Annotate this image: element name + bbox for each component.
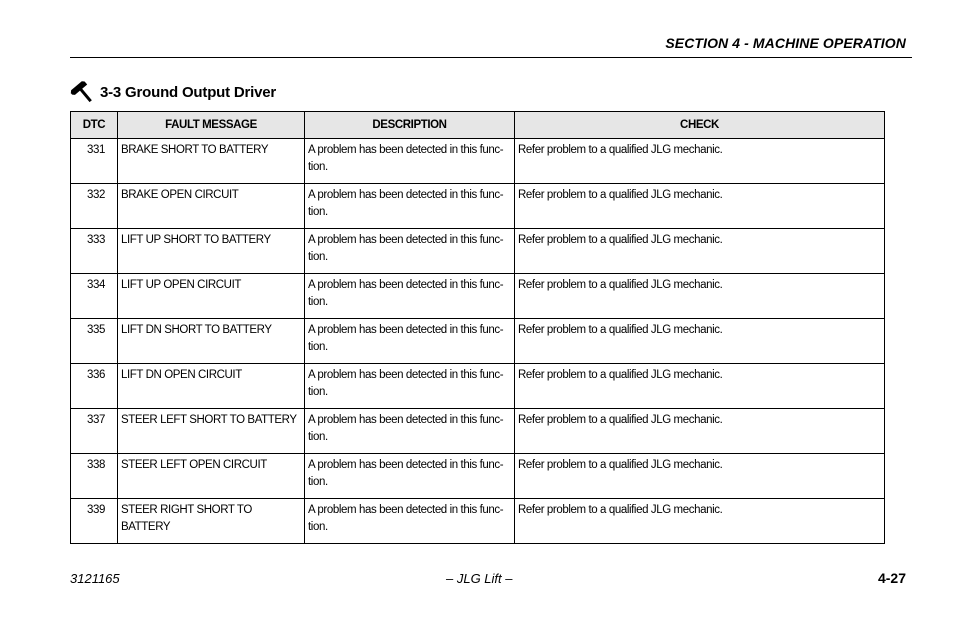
header-divider xyxy=(70,57,912,58)
column-header-description: DESCRIPTION xyxy=(305,112,515,139)
hammer-icon xyxy=(70,80,96,104)
fault-message-cell: STEER LEFT OPEN CIRCUIT xyxy=(118,454,305,499)
description-cell: A problem has been detected in this func-tion. xyxy=(305,364,515,409)
dtc-cell: 337 xyxy=(71,409,118,454)
heading-title: 3-3 Ground Output Driver xyxy=(100,83,277,101)
check-cell: Refer problem to a qualified JLG mechanic. xyxy=(515,499,885,544)
description-cell: A problem has been detected in this func-tion. xyxy=(305,139,515,184)
fault-message-cell: BRAKE SHORT TO BATTERY xyxy=(118,139,305,184)
fault-message-cell: LIFT DN OPEN CIRCUIT xyxy=(118,364,305,409)
check-cell: Refer problem to a qualified JLG mechanic. xyxy=(515,229,885,274)
check-cell: Refer problem to a qualified JLG mechanic. xyxy=(515,139,885,184)
description-cell: A problem has been detected in this func-tion. xyxy=(305,454,515,499)
table-row xyxy=(71,319,885,364)
check-cell: Refer problem to a qualified JLG mechanic. xyxy=(515,184,885,229)
footer-title: – JLG Lift – xyxy=(446,571,513,586)
check-cell: Refer problem to a qualified JLG mechanic. xyxy=(515,274,885,319)
fault-message-cell: LIFT UP OPEN CIRCUIT xyxy=(118,274,305,319)
dtc-cell: 333 xyxy=(71,229,118,274)
description-cell: A problem has been detected in this func-tion. xyxy=(305,229,515,274)
check-cell: Refer problem to a qualified JLG mechanic. xyxy=(515,364,885,409)
page-number: 4-27 xyxy=(877,570,906,586)
table-row xyxy=(71,274,885,319)
description-cell: A problem has been detected in this func-tion. xyxy=(305,184,515,229)
description-cell: A problem has been detected in this func-tion. xyxy=(305,409,515,454)
dtc-cell: 336 xyxy=(71,364,118,409)
dtc-table xyxy=(70,111,885,544)
column-header-check: CHECK xyxy=(515,112,885,139)
section-title: SECTION 4 - MACHINE OPERATION xyxy=(665,35,906,51)
description-cell: A problem has been detected in this func-tion. xyxy=(305,499,515,544)
fault-message-cell: LIFT UP SHORT TO BATTERY xyxy=(118,229,305,274)
table-row xyxy=(71,499,885,544)
table-row xyxy=(71,229,885,274)
fault-message-cell: LIFT DN SHORT TO BATTERY xyxy=(118,319,305,364)
dtc-cell: 335 xyxy=(71,319,118,364)
check-cell: Refer problem to a qualified JLG mechanic. xyxy=(515,319,885,364)
column-header-fault-message: FAULT MESSAGE xyxy=(118,112,305,139)
dtc-cell: 334 xyxy=(71,274,118,319)
column-header-dtc: DTC xyxy=(71,112,118,139)
table-header-row xyxy=(71,112,885,139)
description-cell: A problem has been detected in this func-tion. xyxy=(305,274,515,319)
table-row xyxy=(71,139,885,184)
dtc-cell: 331 xyxy=(71,139,118,184)
fault-message-cell: STEER RIGHT SHORT TO BATTERY xyxy=(118,499,305,544)
table-row xyxy=(71,184,885,229)
fault-message-cell: BRAKE OPEN CIRCUIT xyxy=(118,184,305,229)
table-row xyxy=(71,454,885,499)
document-number: 3121165 xyxy=(70,571,120,586)
dtc-cell: 339 xyxy=(71,499,118,544)
fault-message-cell: STEER LEFT SHORT TO BATTERY xyxy=(118,409,305,454)
table-row xyxy=(71,409,885,454)
check-cell: Refer problem to a qualified JLG mechanic. xyxy=(515,454,885,499)
section-heading xyxy=(70,80,276,104)
table-row xyxy=(71,364,885,409)
dtc-cell: 338 xyxy=(71,454,118,499)
description-cell: A problem has been detected in this func-tion. xyxy=(305,319,515,364)
check-cell: Refer problem to a qualified JLG mechanic. xyxy=(515,409,885,454)
dtc-cell: 332 xyxy=(71,184,118,229)
